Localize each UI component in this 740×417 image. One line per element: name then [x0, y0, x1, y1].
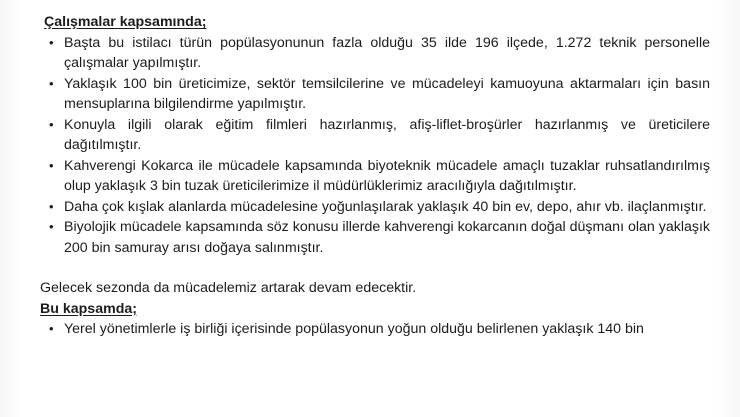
paragraph-spacer [40, 258, 710, 278]
list-item-text: Daha çok kışlak alanlarda mücadelesine yoğunlaşılarak yaklaşık 40 bin ev, depo, ahır vb. ilaçlanmıştır. [64, 198, 707, 215]
bullet-icon: • [49, 198, 54, 214]
list-item [40, 156, 710, 197]
bullet-list-bu-kapsamda [40, 319, 710, 340]
bullet-icon: • [49, 34, 54, 50]
list-item [40, 319, 710, 340]
bullet-icon: • [49, 321, 54, 336]
section-heading-calismalar: Çalışmalar kapsamında; [44, 14, 207, 30]
bullet-icon: • [49, 219, 54, 234]
list-item-text: Konuyla ilgili olarak eğitim filmleri hazırlanmış, afiş-liflet-broşürler hazırlanmış ve üreticilere dağıtılmıştır. [64, 116, 710, 153]
list-item [40, 197, 710, 218]
list-item-text: Biyolojik mücadele kapsamında söz konusu illerde kahverengi kokarcanın doğal düşmanı olan yaklaşık 200 bin samuray arısı doğaya salınmıştır. [64, 219, 710, 256]
bullet-icon: • [49, 157, 54, 173]
list-item [40, 33, 710, 74]
bullet-list-calismalar [40, 33, 710, 259]
list-item [40, 74, 710, 115]
list-item-text: Başta bu istilacı türün popülasyonunun fazla olduğu 35 ilde 196 ilçede, 1.272 teknik personelle çalışmalar yapılmıştır. [64, 34, 710, 71]
list-item-text: Yerel yönetimlerle iş birliği içerisinde popülasyonun yoğun olduğu belirlenen yaklaşık 140 bin [64, 321, 644, 337]
bullet-icon: • [49, 116, 54, 132]
list-item [40, 217, 710, 258]
bullet-icon: • [49, 75, 54, 91]
section-heading-bu-kapsamda: Bu kapsamda; [40, 300, 137, 317]
list-item-text: Kahverengi Kokarca ile mücadele kapsamında biyoteknik mücadele amaçlı tuzaklar ruhsatlandırılmış olup yaklaşık 3 bin tuzak üreticilerimize il müdürlüklerimiz aracılığıyla dağıtılmıştır. [64, 157, 710, 194]
document-body [40, 12, 710, 340]
closing-paragraph: Gelecek sezonda da mücadelemiz artarak devam edecektir. [40, 280, 417, 296]
list-item-text: Yaklaşık 100 bin üreticimize, sektör temsilcilerine ve mücadeleyi kamuoyuna aktarmaları için basın mensuplarına bilgilendirme yapılmıştır. [64, 75, 710, 112]
list-item [40, 115, 710, 156]
